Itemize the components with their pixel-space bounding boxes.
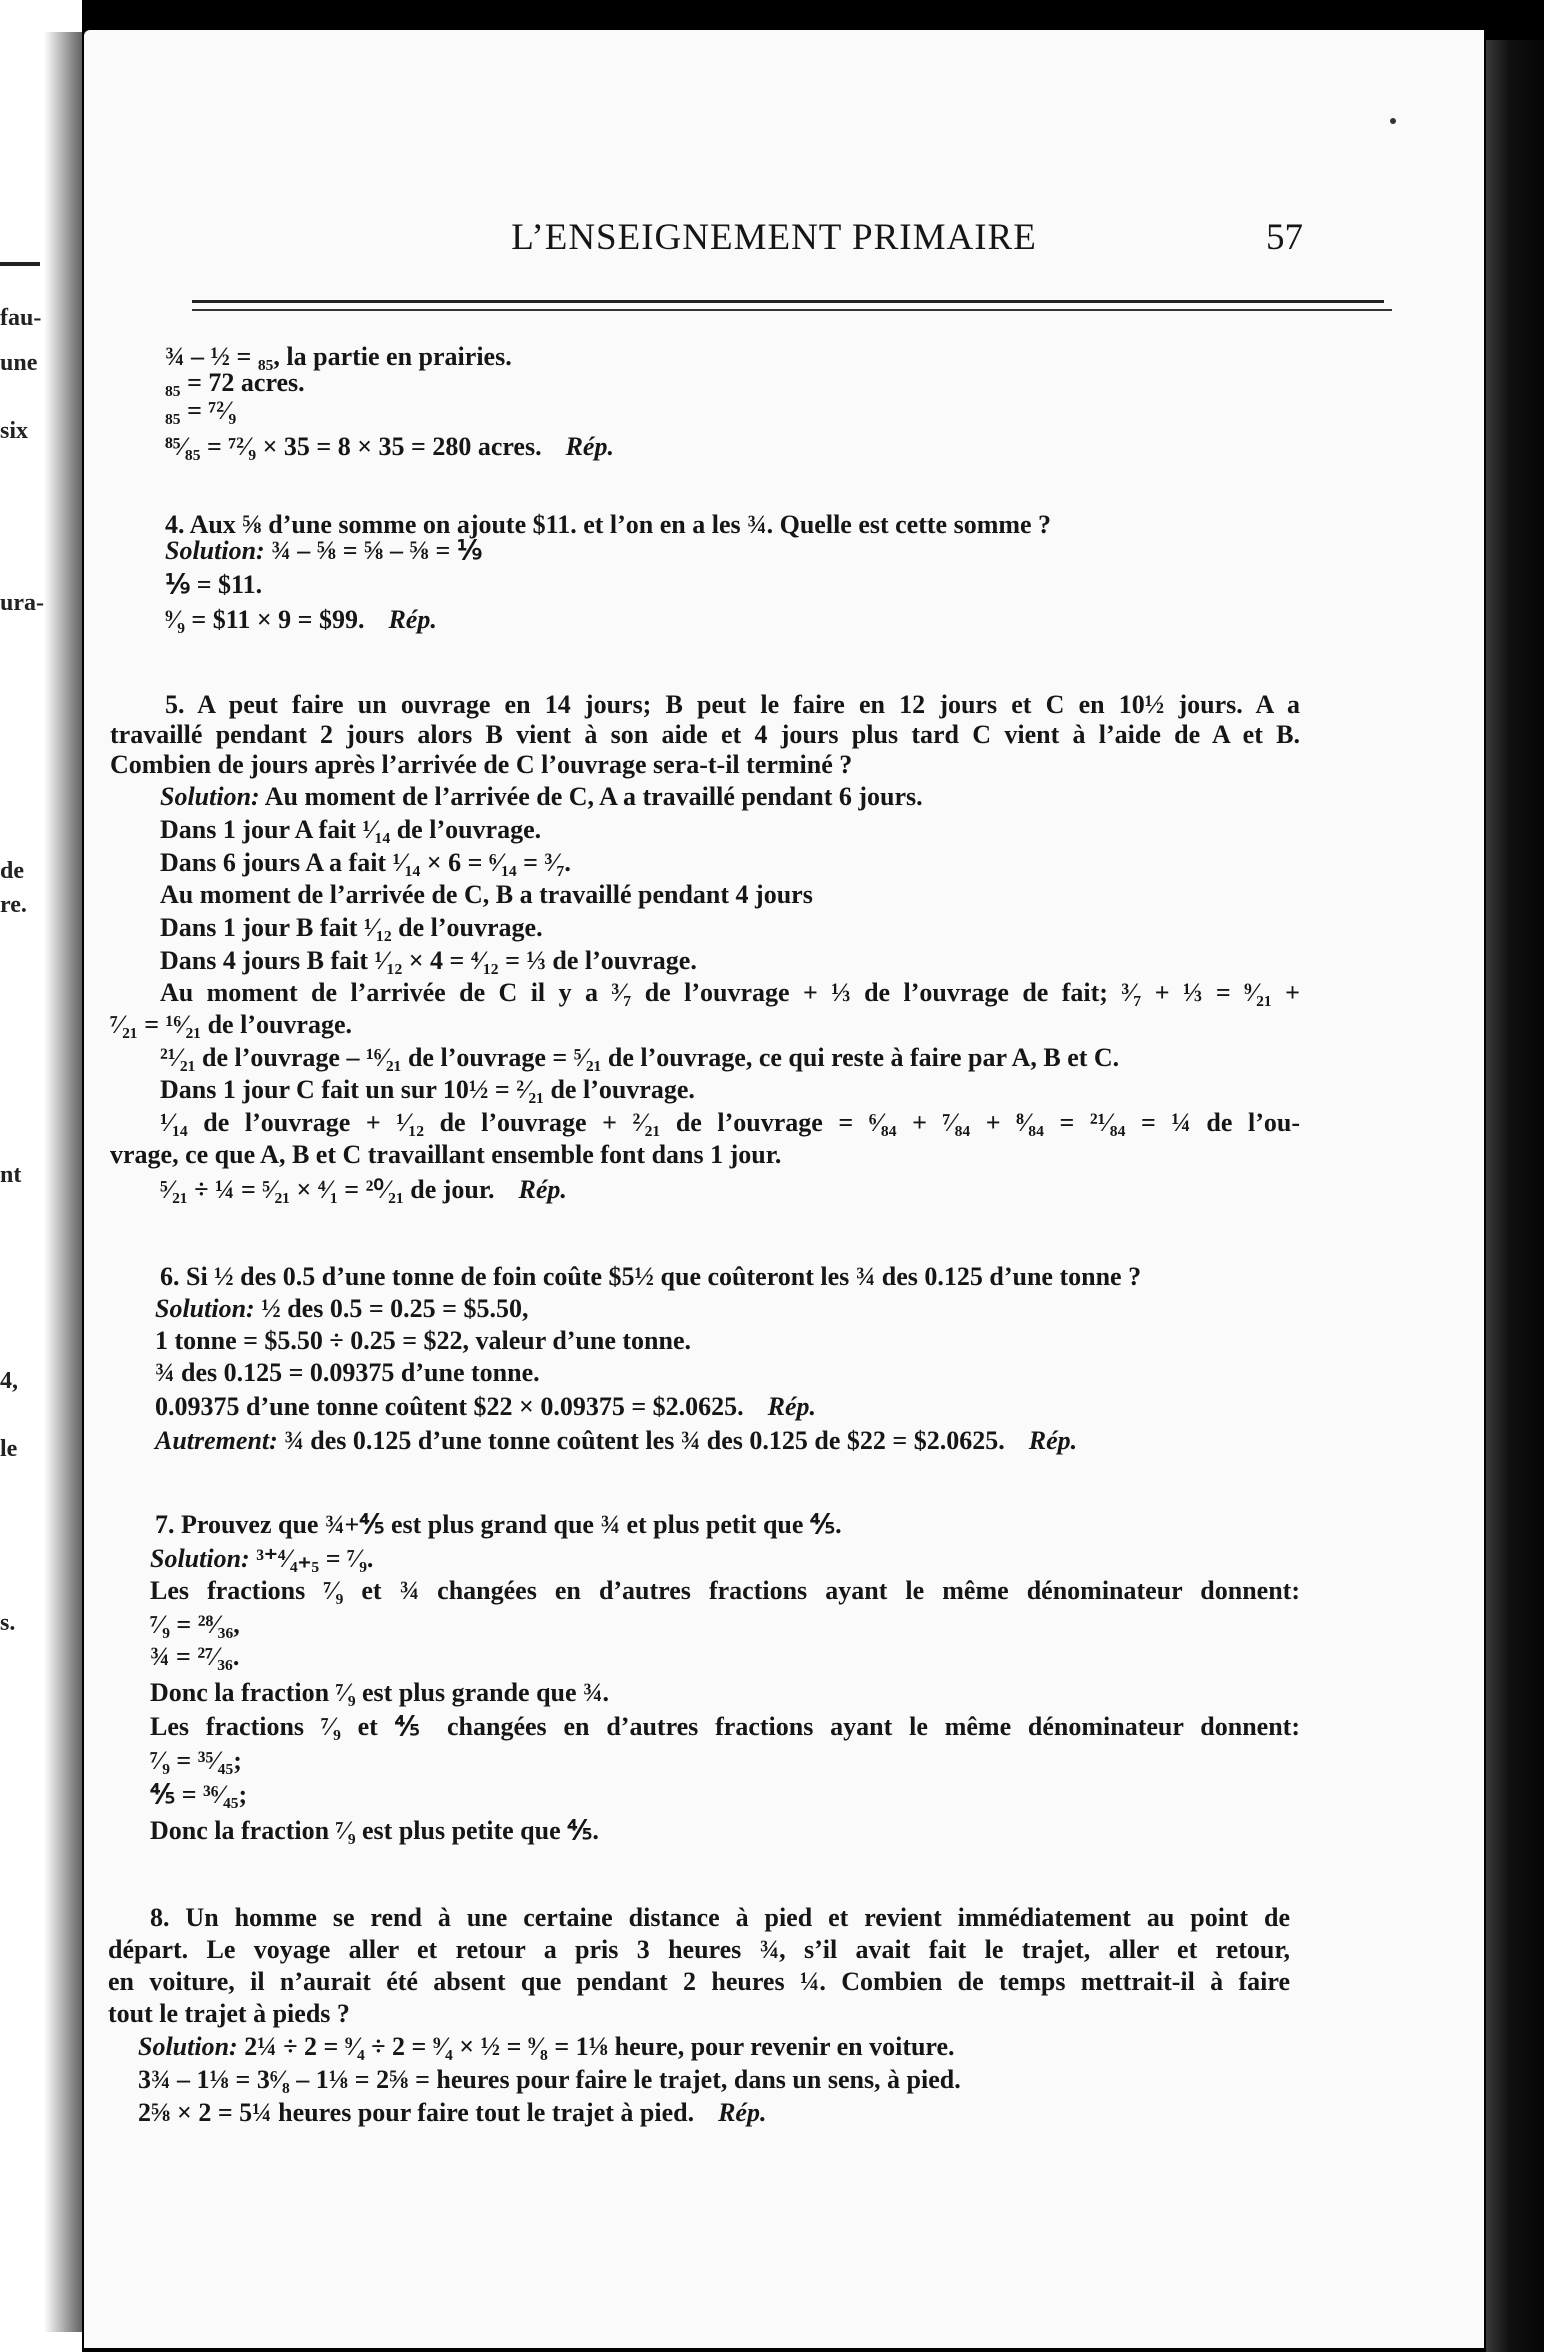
text-line — [155, 1326, 691, 1356]
line-text: ²¹⁄₂₁ de l’ouvrage – ¹⁶⁄₂₁ de l’ouvrage = ⁵⁄₂₁ de l’ouvrage, ce qui reste à faire par A, B et C. — [160, 1043, 1120, 1072]
line-text: 2¼ ÷ 2 = ⁹⁄₄ ÷ 2 = ⁹⁄₄ × ½ = ⁹⁄₈ = 1⅛ heure, pour revenir en voiture. — [237, 2032, 955, 2061]
text-line — [150, 1780, 247, 1810]
text-line — [155, 1510, 842, 1540]
margin-fragment: une — [0, 350, 38, 376]
line-text: ⅘ = ³⁶⁄₄₅; — [150, 1780, 248, 1809]
answer-mark: Rép. — [718, 2098, 767, 2127]
text-line — [160, 1043, 1119, 1073]
text-line — [160, 880, 813, 910]
text-line — [160, 1262, 1141, 1292]
text-line — [110, 750, 852, 780]
text-line — [138, 2065, 961, 2095]
line-text: Au moment de l’arrivée de C il y a ³⁄₇ de l’ouvrage + ⅓ de l’ouvrage de fait; ³⁄₇ + ⅓ = ⁹⁄₂₁ + — [160, 978, 1300, 1007]
margin-fragment: ura- — [0, 590, 44, 616]
page-number: 57 — [1266, 217, 1303, 258]
line-text: vrage, ce que A, B et C travaillant ensemble font dans 1 jour. — [110, 1140, 782, 1169]
line-text: travaillé pendant 2 jours alors B vient à son aide et 4 jours plus tard C vient à l’aide de A et B. — [110, 720, 1300, 749]
line-text: 3¾ – 1⅛ = 3⁶⁄₈ – 1⅛ = 2⅝ = heures pour faire le trajet, dans un sens, à pied. — [138, 2065, 961, 2094]
margin-fragment: s. — [0, 1610, 16, 1636]
text-line — [150, 1816, 599, 1846]
text-line — [165, 605, 437, 635]
text-line — [165, 570, 262, 600]
text-line — [150, 1642, 239, 1672]
line-text: 7. Prouvez que ¾+⅘ est plus grand que ¾ et plus petit que ⅘. — [155, 1510, 842, 1539]
text-line — [160, 913, 543, 943]
previous-page-rule — [0, 262, 40, 266]
line-text: ⁵⁄₂₁ ÷ ¼ = ⁵⁄₂₁ × ⁴⁄₁ = ²⁰⁄₂₁ de jour. — [160, 1175, 495, 1204]
text-line — [165, 396, 236, 426]
margin-fragment: 4, — [0, 1368, 18, 1394]
line-text: Dans 4 jours B fait ¹⁄₁₂ × 4 = ⁴⁄₁₂ = ⅓ de l’ouvrage. — [160, 946, 697, 975]
text-line — [155, 1392, 816, 1422]
book-page — [84, 30, 1484, 2348]
text-line — [155, 1426, 1077, 1456]
line-text: 6. Si ½ des 0.5 d’une tonne de foin coûte $5½ que coûteront les ¾ des 0.125 d’une tonne ? — [160, 1262, 1142, 1291]
answer-mark: Rép. — [388, 605, 437, 634]
line-text: Combien de jours après l’arrivée de C l’ouvrage sera-t-il terminé ? — [110, 750, 853, 779]
answer-mark: Rép. — [767, 1392, 817, 1421]
line-text: Donc la fraction ⁷⁄₉ est plus petite que ⅘. — [150, 1816, 599, 1845]
text-line — [160, 1175, 567, 1205]
margin-fragment: six — [0, 418, 29, 444]
line-text: Dans 1 jour C fait un sur 10½ = ²⁄₂₁ de l’ouvrage. — [160, 1075, 695, 1104]
line-text: ¾ – ½ = ₈₅, la partie en prairies. — [165, 342, 512, 371]
text-line — [150, 1544, 373, 1574]
line-text: Donc la fraction ⁷⁄₉ est plus grande que ¾. — [150, 1678, 610, 1707]
line-text: Dans 1 jour B fait ¹⁄₁₂ de l’ouvrage. — [160, 913, 543, 942]
text-line — [150, 1576, 1300, 1606]
solution-label: Solution: — [150, 1544, 250, 1573]
line-text: ⁷⁄₉ = ³⁵⁄₄₅; — [150, 1746, 242, 1775]
text-line — [138, 2032, 955, 2062]
answer-mark: Rép. — [518, 1175, 567, 1204]
line-text: ¹⁄₁₄ de l’ouvrage + ¹⁄₁₂ de l’ouvrage + ²⁄₂₁ de l’ouvrage = ⁶⁄₈₄ + ⁷⁄₈₄ + ⁸⁄₈₄ = ²¹⁄₈₄ = ¼ de l’ou- — [160, 1108, 1300, 1137]
text-line — [150, 1746, 242, 1776]
text-line — [160, 978, 1300, 1008]
line-text: ¾ des 0.125 d’une tonne coûtent les ¾ des 0.125 de $22 = $2.0625. — [277, 1426, 1005, 1455]
text-line — [160, 848, 571, 878]
solution-label: Solution: — [160, 782, 260, 811]
answer-mark: Rép. — [1028, 1426, 1078, 1455]
margin-fragment: fau- — [0, 305, 42, 331]
text-line — [110, 1010, 352, 1040]
margin-fragment: re. — [0, 892, 27, 918]
text-line — [165, 368, 305, 398]
solution-label: Solution: — [165, 536, 265, 565]
line-text: ₈₅ = 72 acres. — [165, 368, 305, 397]
line-text: ½ des 0.5 = 0.25 = $5.50, — [254, 1294, 529, 1323]
text-line — [108, 1967, 1290, 1997]
page-stack-edge — [1486, 40, 1544, 2352]
answer-mark: Rép. — [565, 432, 614, 461]
previous-page-edge — [0, 0, 82, 2352]
line-text: ³⁺⁴⁄₄₊₅ = ⁷⁄₉. — [249, 1544, 374, 1573]
text-line — [160, 815, 541, 845]
text-line — [138, 2098, 766, 2128]
text-line — [150, 1678, 609, 1708]
line-text: Les fractions ⁷⁄₉ et ¾ changées en d’autres fractions ayant le même dénominateur donnent: — [150, 1576, 1300, 1605]
line-text: ¾ des 0.125 = 0.09375 d’une tonne. — [155, 1358, 540, 1387]
line-text: Dans 6 jours A a fait ¹⁄₁₄ × 6 = ⁶⁄₁₄ = ³⁄₇. — [160, 848, 571, 877]
line-text: ⁸⁵⁄₈₅ = ⁷²⁄₉ × 35 = 8 × 35 = 280 acres. — [165, 432, 542, 461]
line-text: tout le trajet à pieds ? — [108, 1999, 350, 2028]
line-text: Au moment de l’arrivée de C, B a travaillé pendant 4 jours — [160, 880, 813, 909]
text-line — [160, 1108, 1300, 1138]
line-text: 4. Aux ⅝ d’une somme on ajoute $11. et l’on en a les ¾. Quelle est cette somme ? — [165, 510, 1052, 539]
text-line — [155, 1294, 528, 1324]
line-text: ⁷⁄₂₁ = ¹⁶⁄₂₁ de l’ouvrage. — [110, 1010, 352, 1039]
margin-fragment: nt — [0, 1162, 22, 1188]
text-line — [150, 1712, 1300, 1742]
line-text: Dans 1 jour A fait ¹⁄₁₄ de l’ouvrage. — [160, 815, 542, 844]
margin-fragment: le — [0, 1436, 18, 1462]
line-text: ¾ – ⅝ = ⅝ – ⅝ = ⅑ — [264, 536, 483, 565]
line-text: départ. Le voyage aller et retour a pris 3 heures ¾, s’il avait fait le trajet, aller et retour, — [108, 1935, 1290, 1964]
solution-label: Solution: — [138, 2032, 238, 2061]
solution-label: Solution: — [155, 1294, 255, 1323]
line-text: ¾ = ²⁷⁄₃₆. — [150, 1642, 240, 1671]
text-line — [160, 946, 697, 976]
solution-label: Autrement: — [155, 1426, 278, 1455]
margin-fragment: de — [0, 858, 24, 884]
line-text: ⁷⁄₉ = ²⁸⁄₃₆, — [150, 1610, 240, 1639]
text-line — [108, 1999, 350, 2029]
page-body — [84, 30, 1484, 2330]
text-line — [110, 720, 1300, 750]
line-text: 0.09375 d’une tonne coûtent $22 × 0.09375 = $2.0625. — [155, 1392, 744, 1421]
text-line — [160, 1075, 695, 1105]
text-line — [150, 1610, 240, 1640]
line-text: 1 tonne = $5.50 ÷ 0.25 = $22, valeur d’une tonne. — [155, 1326, 692, 1355]
line-text: Au moment de l’arrivée de C, A a travaillé pendant 6 jours. — [259, 782, 923, 811]
line-text: ⁹⁄₉ = $11 × 9 = $99. — [165, 605, 365, 634]
line-text: 5. A peut faire un ouvrage en 14 jours; B peut le faire en 12 jours et C en 10½ jours. A a — [165, 690, 1300, 719]
line-text: ₈₅ = ⁷²⁄₉ — [165, 396, 237, 425]
line-text: 2⅝ × 2 = 5¼ heures pour faire tout le trajet à pied. — [138, 2098, 695, 2127]
text-line — [150, 1903, 1290, 1933]
text-line — [108, 1935, 1290, 1965]
line-text: 8. Un homme se rend à une certaine distance à pied et revient immédiatement au point de — [150, 1903, 1290, 1932]
text-line — [160, 782, 923, 812]
text-line — [110, 1140, 781, 1170]
gutter-shadow — [44, 32, 82, 2332]
line-text: ⅑ = $11. — [165, 570, 263, 599]
text-line — [165, 432, 614, 462]
running-title: L’ENSEIGNEMENT PRIMAIRE — [511, 217, 1037, 258]
text-line — [165, 690, 1300, 720]
line-text: Les fractions ⁷⁄₉ et ⅘ changées en d’autres fractions ayant le même dénominateur donnent: — [150, 1712, 1300, 1741]
text-line — [155, 1358, 540, 1388]
line-text: en voiture, il n’aurait été absent que pendant 2 heures ¼. Combien de temps mettrait-il à faire — [108, 1967, 1290, 1996]
text-line — [165, 536, 482, 566]
